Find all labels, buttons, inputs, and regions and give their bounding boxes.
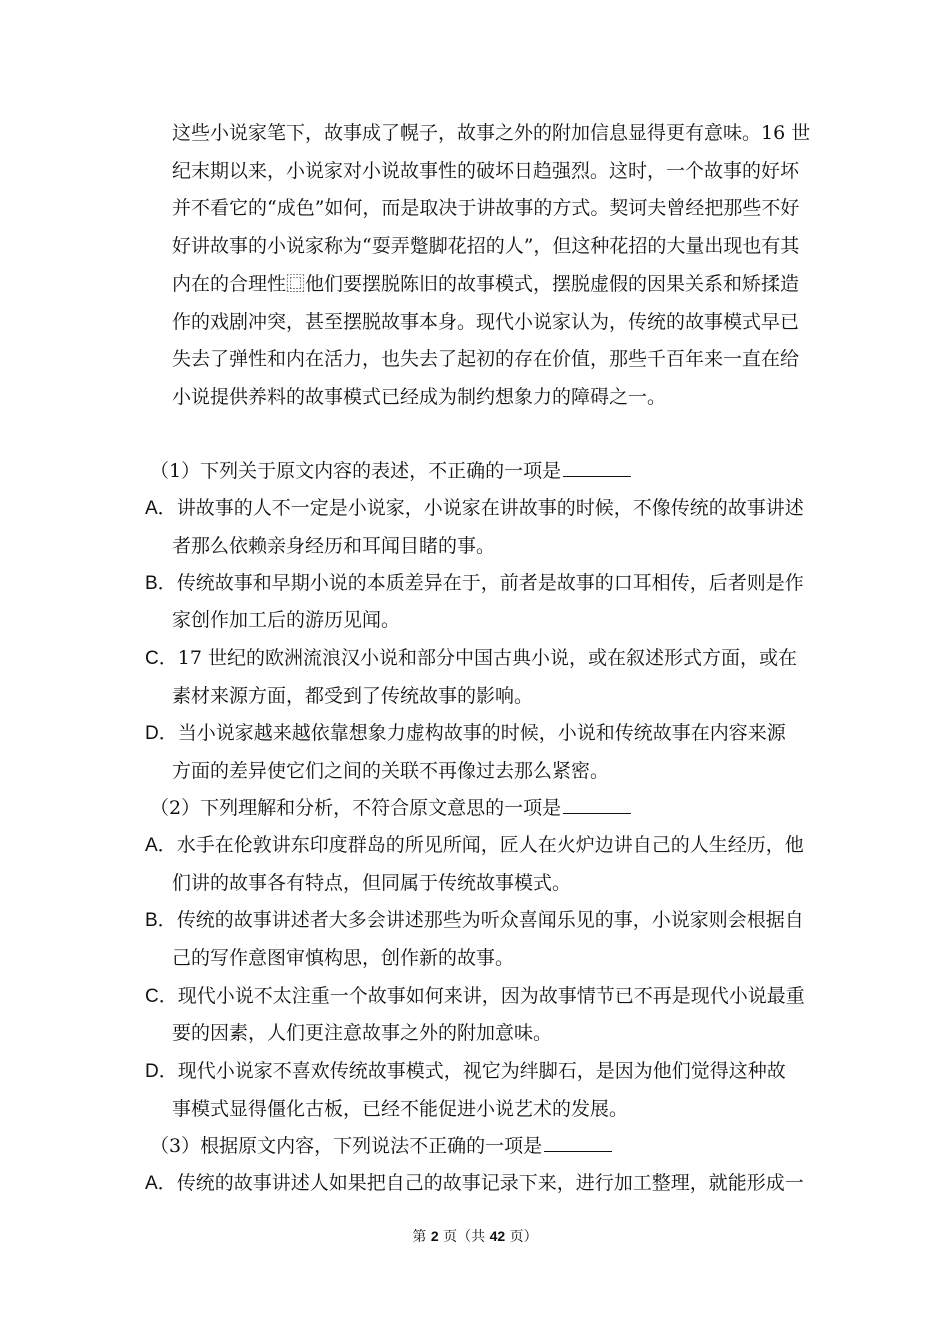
answer-blank (563, 795, 631, 814)
option-line-continued: 事模式显得僵化古板，已经不能促进小说艺术的发展。 (172, 1098, 629, 1120)
option-line (145, 720, 786, 747)
question-stem-text: （3）根据原文内容，下列说法不正确的一项是 (150, 1135, 543, 1157)
option-label: B． (145, 910, 177, 931)
option-label: A． (145, 1173, 177, 1194)
passage-line: 作的戏剧冲突，甚至摆脱故事本身。现代小说家认为，传统的故事模式早已 (172, 311, 800, 333)
question-stem (150, 1133, 612, 1159)
answer-blank (563, 458, 631, 477)
question-stem (150, 795, 631, 821)
passage-line: 并不看它的“成色”如何，而是取决于讲故事的方式。契诃夫曾经把那些不好 (172, 197, 800, 219)
option-label: A． (145, 498, 177, 519)
footer-prefix: 第 (412, 1229, 431, 1245)
option-text: 当小说家越来越依靠想象力虚构故事的时候，小说和传统故事在内容来源 (177, 722, 786, 744)
footer-page-number: 2 (430, 1228, 439, 1244)
option-label: D． (145, 1061, 178, 1082)
option-line-continued: 要的因素，人们更注意故事之外的附加意味。 (172, 1022, 553, 1044)
footer-total-pages: 42 (489, 1228, 506, 1244)
option-text: 传统的故事讲述人如果把自己的故事记录下来，进行加工整理，就能形成一 (176, 1172, 804, 1194)
question-stem (150, 458, 631, 484)
option-line (145, 907, 804, 934)
answer-blank (544, 1133, 612, 1152)
question-stem-text: （1）下列关于原文内容的表述，不正确的一项是 (150, 460, 562, 482)
option-line (145, 495, 804, 522)
option-text: 传统的故事讲述者大多会讲述那些为听众喜闻乐见的事，小说家则会根据自 (176, 909, 804, 931)
footer-suffix: 页） (505, 1229, 538, 1245)
option-line (145, 983, 805, 1010)
option-text: 现代小说不太注重一个故事如何来讲，因为故事情节已不再是现代小说最重 (177, 985, 805, 1007)
option-line-continued: 家创作加工后的游历见闻。 (172, 609, 401, 631)
option-label: D． (145, 723, 178, 744)
option-label: C． (145, 986, 178, 1007)
option-text: 水手在伦敦讲东印度群岛的所见所闻，匠人在火炉边讲自己的人生经历，他 (176, 834, 804, 856)
option-line (145, 832, 804, 859)
option-line-continued: 方面的差异使它们之间的关联不再像过去那么紧密。 (172, 760, 610, 782)
passage-line: 失去了弹性和内在活力，也失去了起初的存在价值，那些千百年来一直在给 (172, 348, 800, 370)
passage-line: 小说提供养料的故事模式已经成为制约想象力的障碍之一。 (172, 386, 667, 408)
option-line (145, 1170, 804, 1197)
passage-line: 这些小说家笔下，故事成了幌子，故事之外的附加信息显得更有意味。16 世 (172, 122, 811, 144)
question-stem-text: （2）下列理解和分析，不符合原文意思的一项是 (150, 797, 562, 819)
option-text: 传统故事和早期小说的本质差异在于，前者是故事的口耳相传，后者则是作 (176, 572, 804, 594)
passage-line: 内在的合理性⿴他们要摆脱陈旧的故事模式，摆脱虚假的因果关系和矫揉造 (172, 273, 800, 295)
page-footer (0, 1226, 950, 1246)
option-line (145, 1058, 786, 1085)
option-label: A． (145, 835, 177, 856)
option-label: B． (145, 573, 177, 594)
option-line-continued: 己的写作意图审慎构思，创作新的故事。 (172, 947, 515, 969)
option-line (145, 645, 797, 672)
option-line-continued: 者那么依赖亲身经历和耳闻目睹的事。 (172, 535, 496, 557)
option-text: 17 世纪的欧洲流浪汉小说和部分中国古典小说，或在叙述形式方面，或在 (177, 647, 797, 669)
option-line-continued: 们讲的故事各有特点，但同属于传统故事模式。 (172, 872, 572, 894)
option-line (145, 570, 804, 597)
passage-line: 好讲故事的小说家称为“耍弄蹩脚花招的人”，但这种花招的大量出现也有其 (172, 235, 800, 257)
option-text: 讲故事的人不一定是小说家，小说家在讲故事的时候，不像传统的故事讲述 (176, 497, 804, 519)
footer-middle: 页（共 (438, 1229, 490, 1245)
passage-line: 纪末期以来，小说家对小说故事性的破坏日趋强烈。这时，一个故事的好坏 (172, 160, 800, 182)
option-label: C． (145, 648, 178, 669)
option-text: 现代小说家不喜欢传统故事模式，视它为绊脚石，是因为他们觉得这种故 (177, 1060, 786, 1082)
option-line-continued: 素材来源方面，都受到了传统故事的影响。 (172, 685, 534, 707)
